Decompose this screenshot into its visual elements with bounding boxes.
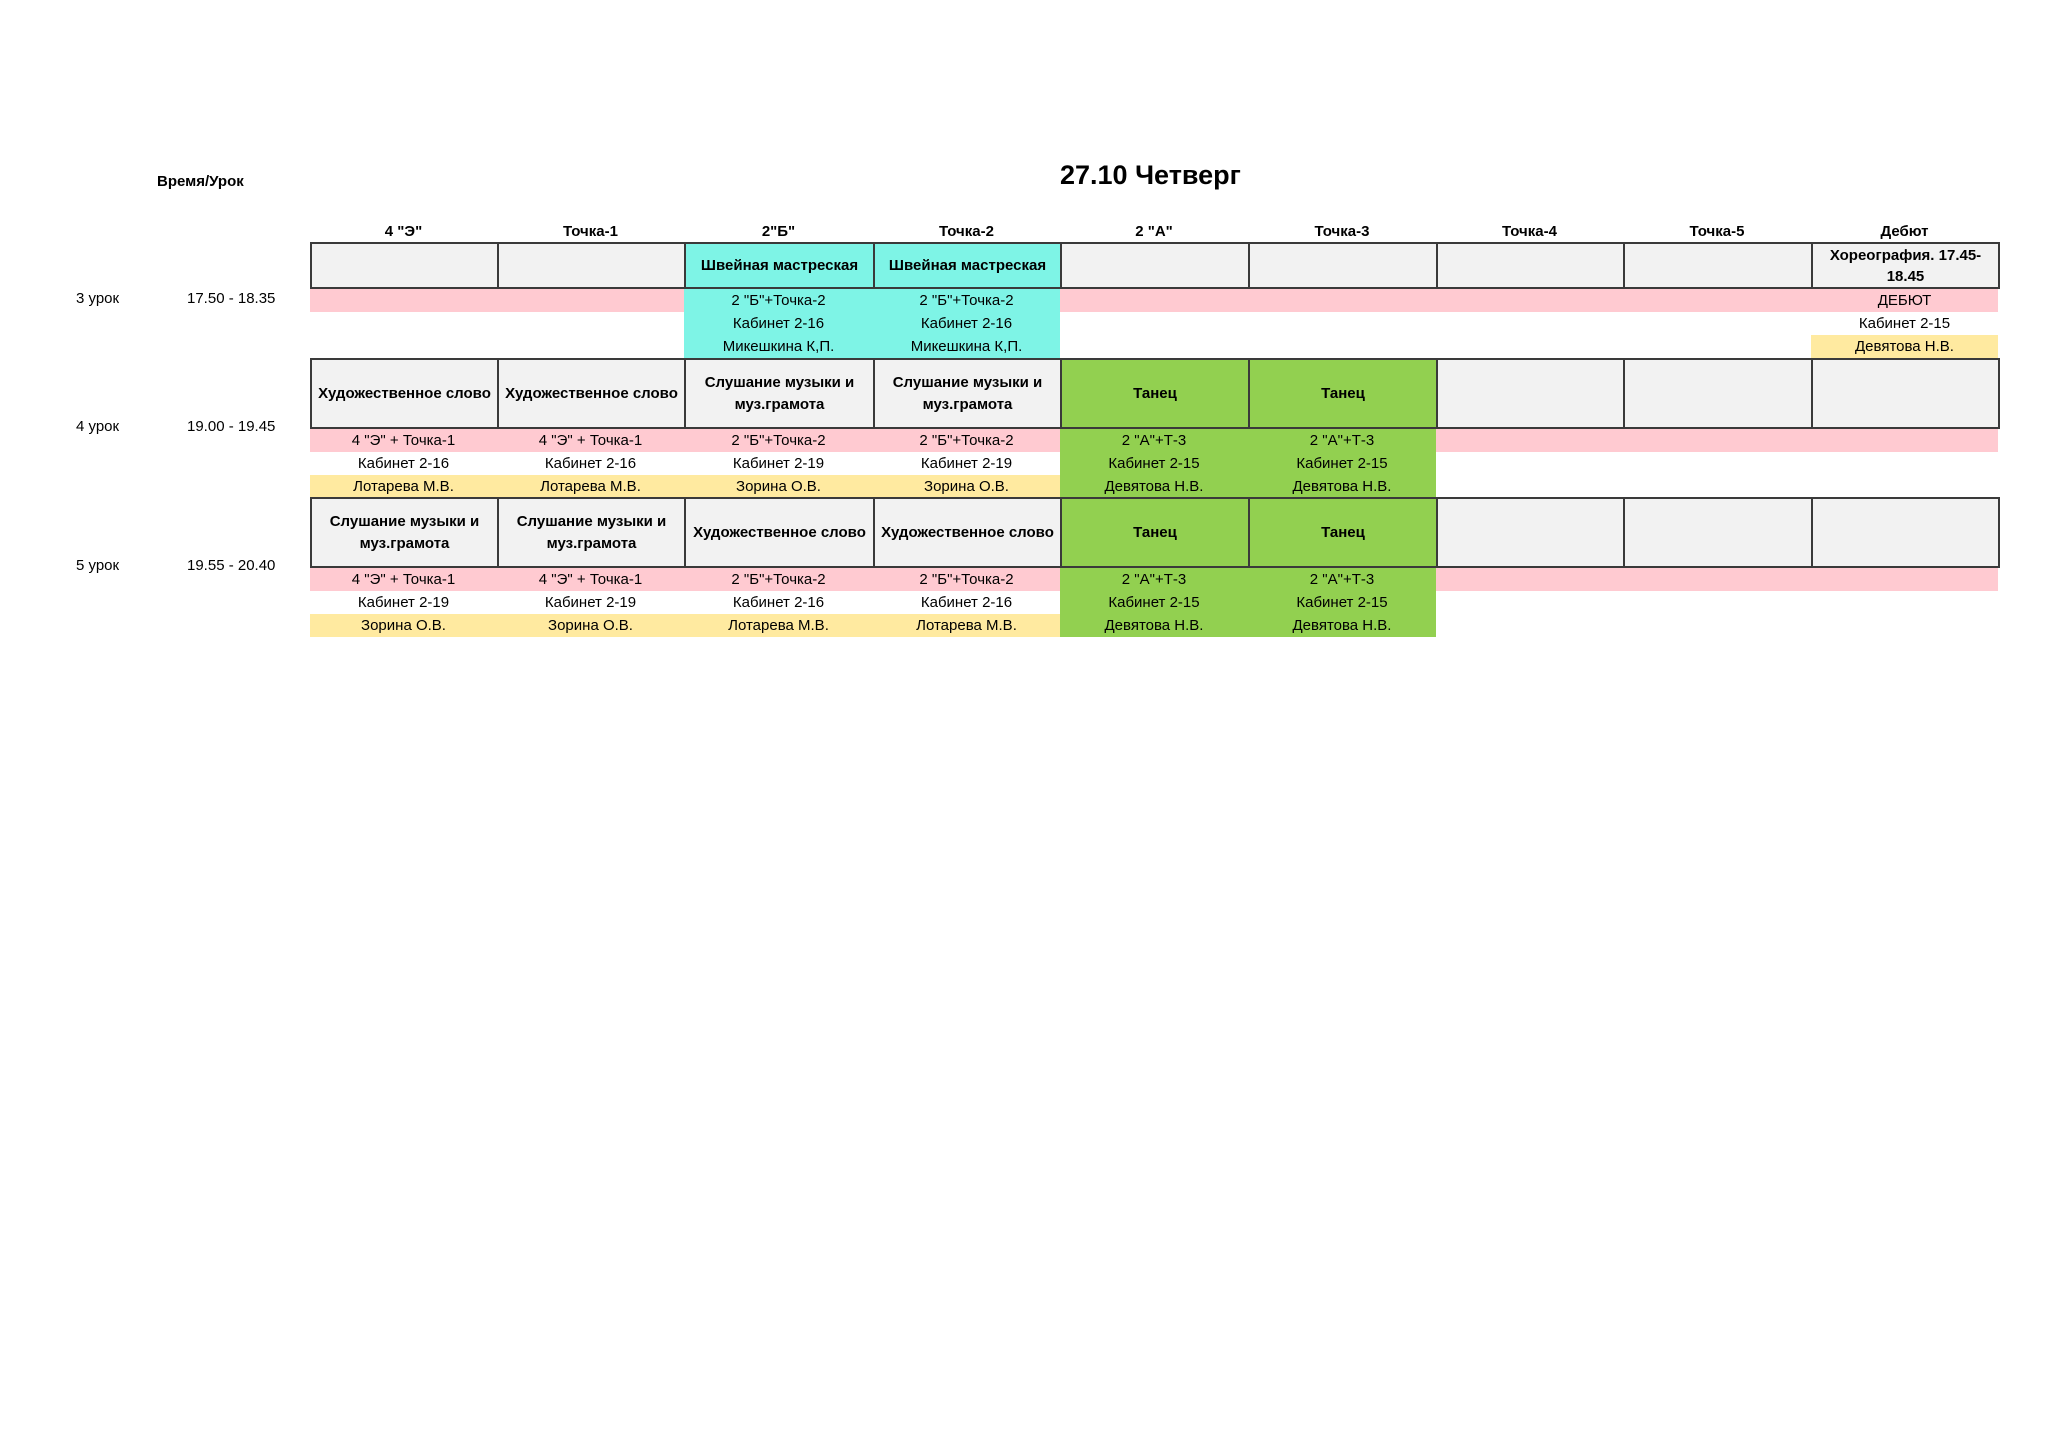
subject-cell: Танец (1248, 358, 1438, 429)
group-row-band (1436, 568, 1998, 591)
column-header-tochka-4: Точка-4 (1502, 223, 1557, 240)
group-text: 2 "Б"+Точка-2 (731, 432, 826, 449)
room-text: Кабинет 2-16 (920, 315, 1013, 332)
column-header-debut: Дебют (1880, 223, 1929, 240)
lesson-label-3: 3 урок (76, 290, 120, 307)
group-text: 2 "А"+Т-3 (1121, 571, 1187, 588)
group-text: 2 "Б"+Точка-2 (919, 292, 1014, 309)
subject-cell (1811, 358, 2000, 429)
teacher-text: Лотарева М.В. (540, 478, 641, 495)
lesson-time-3: 17.50 - 18.35 (187, 290, 276, 307)
column-header-tochka-5: Точка-5 (1689, 223, 1745, 240)
subject-cell: Художественное слово (873, 497, 1062, 568)
teacher-text: Девятова Н.В. (1811, 335, 1998, 358)
subject-cell (1436, 242, 1625, 289)
room-text: Кабинет 2-16 (544, 455, 637, 472)
room-text: Кабинет 2-16 (732, 315, 825, 332)
subject-cell: Художественное слово (684, 497, 875, 568)
room-text: Кабинет 2-15 (1296, 455, 1388, 472)
room-text: Кабинет 2-19 (920, 455, 1013, 472)
subject-cell: Слушание музыки и муз.грамота (684, 358, 875, 429)
subject-cell: Слушание музыки и муз.грамота (497, 497, 686, 568)
subject-cell: Слушание музыки и муз.грамота (310, 497, 499, 568)
group-text: 2 "Б"+Точка-2 (731, 571, 826, 588)
subject-cell (310, 242, 499, 289)
group-text: ДЕБЮТ (1811, 289, 1998, 312)
teacher-text: Микешкина К,П. (910, 338, 1023, 355)
subject-cell: Танец (1060, 497, 1250, 568)
subject-cell: Хореография. 17.45-18.45 (1811, 242, 2000, 289)
teacher-text: Девятова Н.В. (1104, 617, 1204, 634)
subject-cell: Швейная мастреская (873, 242, 1062, 289)
subject-cell (1811, 497, 2000, 568)
subject-cell: Танец (1248, 497, 1438, 568)
subject-cell (1248, 242, 1438, 289)
lesson-label-5: 5 урок (76, 557, 120, 574)
room-text: Кабинет 2-19 (732, 455, 825, 472)
group-text: 2 "А"+Т-3 (1309, 432, 1375, 449)
teacher-text: Лотарева М.В. (353, 478, 454, 495)
teacher-text: Лотарева М.В. (728, 617, 829, 634)
column-header-tochka-2: Точка-2 (939, 223, 994, 240)
group-text: 2 "А"+Т-3 (1309, 571, 1375, 588)
room-text: Кабинет 2-16 (357, 455, 450, 472)
group-text: 2 "А"+Т-3 (1121, 432, 1187, 449)
subject-cell (1436, 358, 1625, 429)
teacher-text: Девятова Н.В. (1292, 617, 1392, 634)
teacher-text: Зорина О.В. (361, 617, 446, 634)
room-text: Кабинет 2-15 (1108, 455, 1200, 472)
group-row-band (1060, 289, 1811, 312)
lesson-label-4: 4 урок (76, 418, 120, 435)
group-row-band (1436, 429, 1998, 452)
subject-cell (1436, 497, 1625, 568)
room-text: Кабинет 2-19 (357, 594, 450, 611)
group-text: 2 "Б"+Точка-2 (731, 292, 826, 309)
time-lesson-label: Время/Урок (157, 173, 244, 190)
teacher-text: Лотарева М.В. (916, 617, 1017, 634)
subject-cell: Слушание музыки и муз.грамота (873, 358, 1062, 429)
subject-cell: Художественное слово (310, 358, 499, 429)
subject-cell (1060, 242, 1250, 289)
subject-cell (1623, 358, 1813, 429)
room-text: Кабинет 2-15 (1858, 315, 1951, 332)
subject-cell: Художественное слово (497, 358, 686, 429)
group-row-band (310, 289, 684, 312)
group-text: 4 "Э" + Точка-1 (351, 571, 456, 588)
teacher-text: Зорина О.В. (548, 617, 633, 634)
group-text: 4 "Э" + Точка-1 (538, 432, 643, 449)
teacher-text: Микешкина К,П. (722, 338, 835, 355)
subject-cell (497, 242, 686, 289)
column-header-2a: 2 "А" (1135, 223, 1173, 240)
teacher-text: Зорина О.В. (924, 478, 1009, 495)
group-text: 2 "Б"+Точка-2 (919, 571, 1014, 588)
group-text: 4 "Э" + Точка-1 (538, 571, 643, 588)
column-header-tochka-1: Точка-1 (563, 223, 618, 240)
column-header-4e: 4 "Э" (384, 223, 423, 240)
lesson-time-4: 19.00 - 19.45 (187, 418, 276, 435)
room-text: Кабинет 2-16 (920, 594, 1013, 611)
column-header-2b: 2"Б" (761, 223, 796, 240)
subject-cell: Танец (1060, 358, 1250, 429)
subject-cell (1623, 242, 1813, 289)
column-header-tochka-3: Точка-3 (1314, 223, 1370, 240)
teacher-text: Девятова Н.В. (1104, 478, 1204, 495)
room-text: Кабинет 2-19 (544, 594, 637, 611)
subject-cell (1623, 497, 1813, 568)
group-text: 4 "Э" + Точка-1 (351, 432, 456, 449)
room-text: Кабинет 2-15 (1296, 594, 1388, 611)
subject-cell: Швейная мастреская (684, 242, 875, 289)
room-text: Кабинет 2-15 (1108, 594, 1200, 611)
teacher-text: Девятова Н.В. (1292, 478, 1392, 495)
lesson-time-5: 19.55 - 20.40 (187, 557, 276, 574)
teacher-text: Зорина О.В. (736, 478, 821, 495)
page-title: 27.10 Четверг (1060, 160, 1241, 190)
room-text: Кабинет 2-16 (732, 594, 825, 611)
group-text: 2 "Б"+Точка-2 (919, 432, 1014, 449)
